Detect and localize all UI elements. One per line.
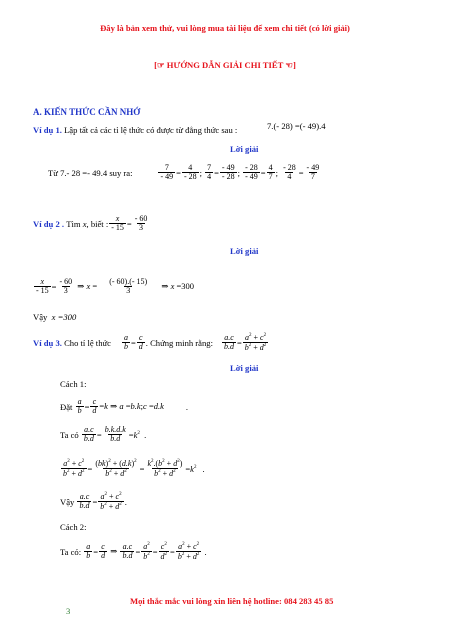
guide-link[interactable]: [☞ HƯỚNG DẪN GIẢI CHI TIẾT ☜] — [154, 60, 296, 70]
fraction: $\frac{a^2 + c^2}{b^2 + d^2}$ — [244, 333, 267, 353]
example-1-text: Lập tất cả các tỉ lệ thức có được từ đẳng thức sau : — [64, 125, 238, 135]
fraction: $\frac{4}{7}$ — [268, 163, 273, 182]
example-2-prompt: Ví dụ 2 . Tìm x , biết : $\frac{x}{- 15}$ = $\frac{- 60}{3}$ — [33, 214, 148, 233]
method-1-step-2: Ta có $\frac{a.c}{b.d}$ = $\frac{b.k.d.k}{b.d}$ $=k^2$ . — [60, 425, 147, 444]
fraction: $\frac{a.c}{b.d}$ — [223, 333, 234, 352]
example-2-working: $\frac{x}{- 15}$ = $\frac{- 60}{3}$ ⇒ x = $\frac{(- 60).(- 15)}{3}$ ⇒ x =300 — [36, 277, 195, 296]
fraction: $\frac{c^2}{d^2}$ — [160, 542, 168, 562]
have-text: Ta có — [60, 429, 79, 440]
footer-hotline: Mọi thắc mắc vui lòng xin liên hệ hotline: 084 283 45 85 — [130, 596, 334, 606]
fraction: $\frac{c}{d}$ — [101, 542, 106, 561]
fraction: $\frac{k^2.(b^2 + d^2)}{b^2 + d^2}$ — [147, 459, 183, 479]
example-3-text1: Cho tỉ lệ thức — [64, 337, 111, 348]
fraction: $\frac{- 60}{3}$ — [134, 214, 148, 233]
fraction: $\frac{c}{d}$ — [138, 333, 143, 352]
fraction: $\frac{a^2}{b^2}$ — [143, 542, 150, 562]
fraction: $\frac{a.c}{b.d}$ — [122, 542, 133, 561]
fraction: $\frac{x}{- 15}$ — [111, 214, 124, 233]
fraction: $\frac{(- 60).(- 15)}{3}$ — [109, 277, 148, 296]
page-number: 3 — [66, 606, 71, 616]
fraction: $\frac{a.c}{b.d}$ — [83, 425, 94, 444]
example-1-label: Ví dụ 1. — [33, 125, 62, 135]
method-1-step-1: Đặt $\frac{a}{b}$ = $\frac{c}{d}$ =k ⇒ a =b.k;c =d.k . — [60, 397, 189, 416]
example-3-solution-heading: Lời giải — [230, 363, 259, 373]
method-2-step-1: Ta có: $\frac{a}{b}$ = $\frac{c}{d}$ ⇒ $\frac{a.c}{b.d}$ = $\frac{a^2}{b^2}$ = $\frac{c^2}{d^2}$ = $\frac{a^2 + c^2}{b^2 + d^2}$ . — [60, 542, 207, 562]
fraction: $\frac{a^2 + c^2}{b^2 + d^2}$ — [63, 459, 85, 479]
fraction: $\frac{a^2 + c^2}{b^2 + d^2}$ — [100, 492, 122, 512]
from-text: Từ — [48, 167, 58, 178]
section-title: A. KIẾN THỨC CẦN NHỚ — [33, 107, 141, 117]
example-3-text2: . Chứng minh rằng: — [145, 337, 213, 348]
fraction: $\frac{(bk)^2 + (d.k)^2}{b^2 + d^2}$ — [95, 459, 137, 479]
fraction: $\frac{a}{b}$ — [77, 397, 82, 416]
fraction: $\frac{x}{- 15}$ — [36, 277, 49, 296]
example-2-text2: , biết : — [86, 218, 109, 229]
example-1-solution: Từ 7.- 28 =- 49.4 suy ra: $\frac{7}{- 49}$ = $\frac{4}{- 28}$ ; $\frac{7}{4}$ = $\frac{- 49}{- 28}$ ; $\frac{- 28}{- 49}$ = $\frac{4}{7}$ ; $\frac{- 28}{4}$ = $\frac{- 49}{7}$ — [48, 163, 320, 182]
fraction: $\frac{- 60}{3}$ — [59, 277, 73, 296]
preview-banner: Đây là bản xem thử, vui lòng mua tài liệu để xem chi tiết (có lời giải) — [100, 23, 350, 33]
example-2-result — [33, 312, 76, 322]
example-1-prompt — [33, 125, 237, 135]
example-2-solution-heading: Lời giải — [230, 246, 259, 256]
fraction: $\frac{b.k.d.k}{b.d}$ — [104, 425, 126, 444]
fraction: $\frac{7}{- 49}$ — [160, 163, 174, 182]
fraction: $\frac{a}{b}$ — [123, 333, 128, 352]
infer-text: suy ra: — [109, 167, 133, 178]
fraction: $\frac{a^2 + c^2}{b^2 + d^2}$ — [177, 542, 200, 562]
result-prefix: Vậy — [33, 312, 48, 322]
fraction: $\frac{a}{b}$ — [86, 542, 91, 561]
variable-x: x — [82, 218, 87, 229]
therefore-text: Vậy — [60, 496, 75, 507]
method-2-heading: Cách 2: — [60, 522, 87, 532]
method-1-heading: Cách 1: — [60, 379, 87, 389]
fraction: $\frac{- 49}{7}$ — [306, 163, 320, 182]
result-value: x =300 — [51, 312, 77, 322]
fraction: $\frac{- 28}{- 49}$ — [245, 163, 258, 182]
fraction: $\frac{- 49}{- 28}$ — [221, 163, 235, 182]
example-2-label: Ví dụ 2 . — [33, 218, 65, 229]
example-1-solution-heading: Lời giải — [230, 144, 259, 154]
example-2-text1: Tìm — [66, 218, 81, 229]
example-1-formula: 7.(- 28) =(- 49).4 — [267, 121, 326, 131]
method-1-step-3: $\frac{a^2 + c^2}{b^2 + d^2}$ = $\frac{(bk)^2 + (d.k)^2}{b^2 + d^2}$ = $\frac{k^2.(b^2 + d^2)}{b^2 + d^2}$ $=k^2$ . — [63, 459, 205, 479]
fraction: $\frac{7}{4}$ — [207, 163, 212, 182]
example-3-prompt: Ví dụ 3. Cho tỉ lệ thức $\frac{a}{b}$ = $\frac{c}{d}$ . Chứng minh rằng: $\frac{a.c}{b.d}$ = $\frac{a^2 + c^2}{b^2 + d^2}$ — [33, 333, 267, 353]
have2-text: Ta có: — [60, 546, 82, 557]
set-text: Đặt — [60, 401, 73, 412]
fraction: $\frac{- 28}{4}$ — [283, 163, 296, 182]
fraction: $\frac{4}{- 28}$ — [183, 163, 197, 182]
from-equation: 7.- 28 =- 49.4 — [60, 167, 108, 178]
fraction: $\frac{c}{d}$ — [92, 397, 97, 416]
method-1-conclusion: Vậy $\frac{a.c}{b.d}$ = $\frac{a^2 + c^2}{b^2 + d^2}$ . — [60, 492, 127, 512]
fraction: $\frac{a.c}{b.d}$ — [79, 492, 90, 511]
example-3-label: Ví dụ 3. — [33, 337, 62, 348]
